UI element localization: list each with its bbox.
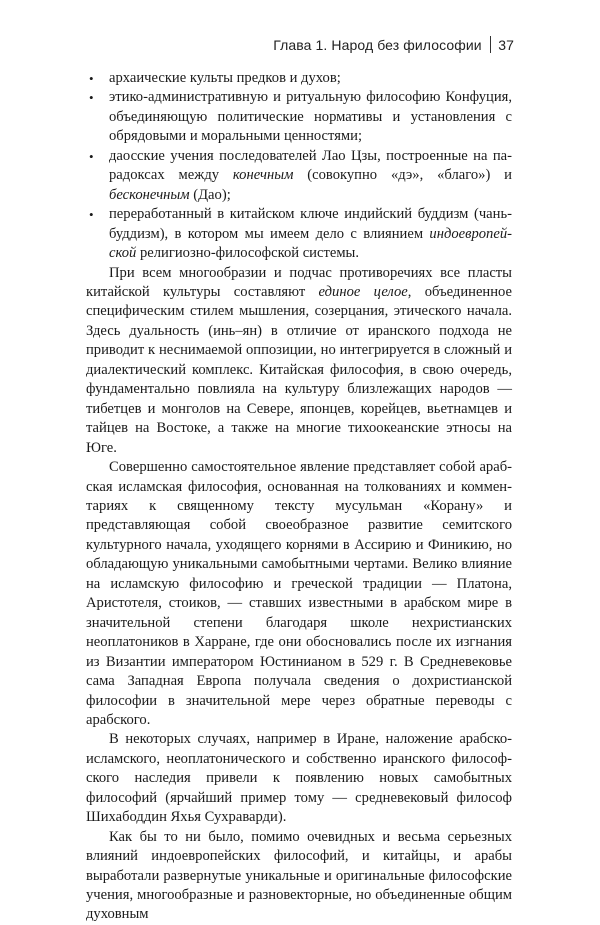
- running-head: [273, 36, 514, 53]
- paragraph-text: Совершенно самостоятельное явление представляет собой арабская исламская философия, основанная на толкованиях и комментариях к священному тексту мусульман «Корану» и представляющая собой своеобразное развитие семитского культурного начала, уходящего корнями в Ассирию и Финикию, но обладающую уникальными самобытными чертами. Велико влияние на исламскую философию и греческой традиции — Платона, Аристотеля, стоиков, — ставших известными в арабском мире в значительной степени благодаря школе нехристианских неоплатоников в Харране, где они обосновались после их изгнания из Византии императором Юстинианом в 529 г. В Средневековье сама Западная Европа получала сведения о дохристианской философии в значительной мере через обратные переводы с арабского.: [86, 459, 512, 728]
- emphasis-text: конечным: [232, 167, 294, 184]
- paragraph: [86, 730, 512, 827]
- emphasis-text: индоевропейской: [109, 225, 512, 262]
- paragraph-text: В некоторых случаях, например в Иране, наложение арабско-исламского, неоплатонического и собственно иранского философского наследия привели к появлению новых самобытных философий (ярчайший пример тому — средневековый философ Шихабоддин Яхья Сухраварди).: [86, 731, 512, 826]
- bullet-marker: •: [89, 71, 94, 86]
- list-item: [86, 205, 512, 263]
- emphasis-text: единое целое: [318, 283, 408, 300]
- list-item-text: (Дао);: [189, 186, 231, 203]
- header-divider: [490, 36, 492, 53]
- paragraph: [86, 264, 512, 459]
- paragraph-text: При всем многообразии и подчас противоречиях все пласты китайской культуры составляют: [86, 264, 512, 300]
- list-item-text: архаические культы предков и духов;: [109, 70, 341, 86]
- list-item: [86, 88, 512, 146]
- page-number: 37: [498, 37, 514, 53]
- emphasis-text: бесконечным: [109, 186, 190, 203]
- paragraph: [86, 828, 512, 925]
- list-item-text: (совокупно «дэ», «благо») и: [293, 167, 512, 184]
- list-item-text: даосские учения последователей Лао Цзы, построенные на парадоксах между: [109, 147, 512, 184]
- bullet-marker: •: [89, 90, 94, 106]
- list-item-text: религиозно-философской системы.: [136, 245, 360, 262]
- body-text: [86, 69, 512, 925]
- paragraph-text: Как бы то ни было, помимо очевидных и весьма серьезных влияний индоевропейских философий, и китайцы, и арабы выработали развернутые уникальные и оригинальные философские учения, многообразные и разновекторные, но объединенные общим духовным: [86, 828, 512, 923]
- bullet-list: [86, 69, 512, 264]
- list-item: [86, 69, 512, 88]
- list-item-text: переработанный в китайском ключе индийский буддизм (чань-буддизм), в котором мы имеем дело с влиянием: [109, 206, 512, 242]
- paragraph: [86, 458, 512, 730]
- bullet-marker: •: [89, 148, 94, 164]
- chapter-title: Глава 1. Народ без философии: [273, 37, 482, 53]
- list-item: [86, 147, 512, 205]
- list-item-text: этико-административную и ритуальную философию Конфуция, объединяющую политические нормативы и установления с обрядовыми и моральными ценностями;: [109, 89, 512, 145]
- paragraph-text: , объединенное специфическим стилем мышления, созерцания, этического начала. Здесь дуальность (инь–ян) в отличие от иранского подхода не приводит к неснимаемой оппозиции, но интегрируется в сложный и диалектический комплекс. Китайская философия, в свою очередь, фундаментально повлияла на культуру близлежащих народов — тибетцев и монголов на Севере, японцев, корейцев, вьетнамцев и тайцев на Востоке, а также на многие тихоокеанские этносы на Юге.: [86, 283, 513, 456]
- bullet-marker: •: [89, 207, 94, 223]
